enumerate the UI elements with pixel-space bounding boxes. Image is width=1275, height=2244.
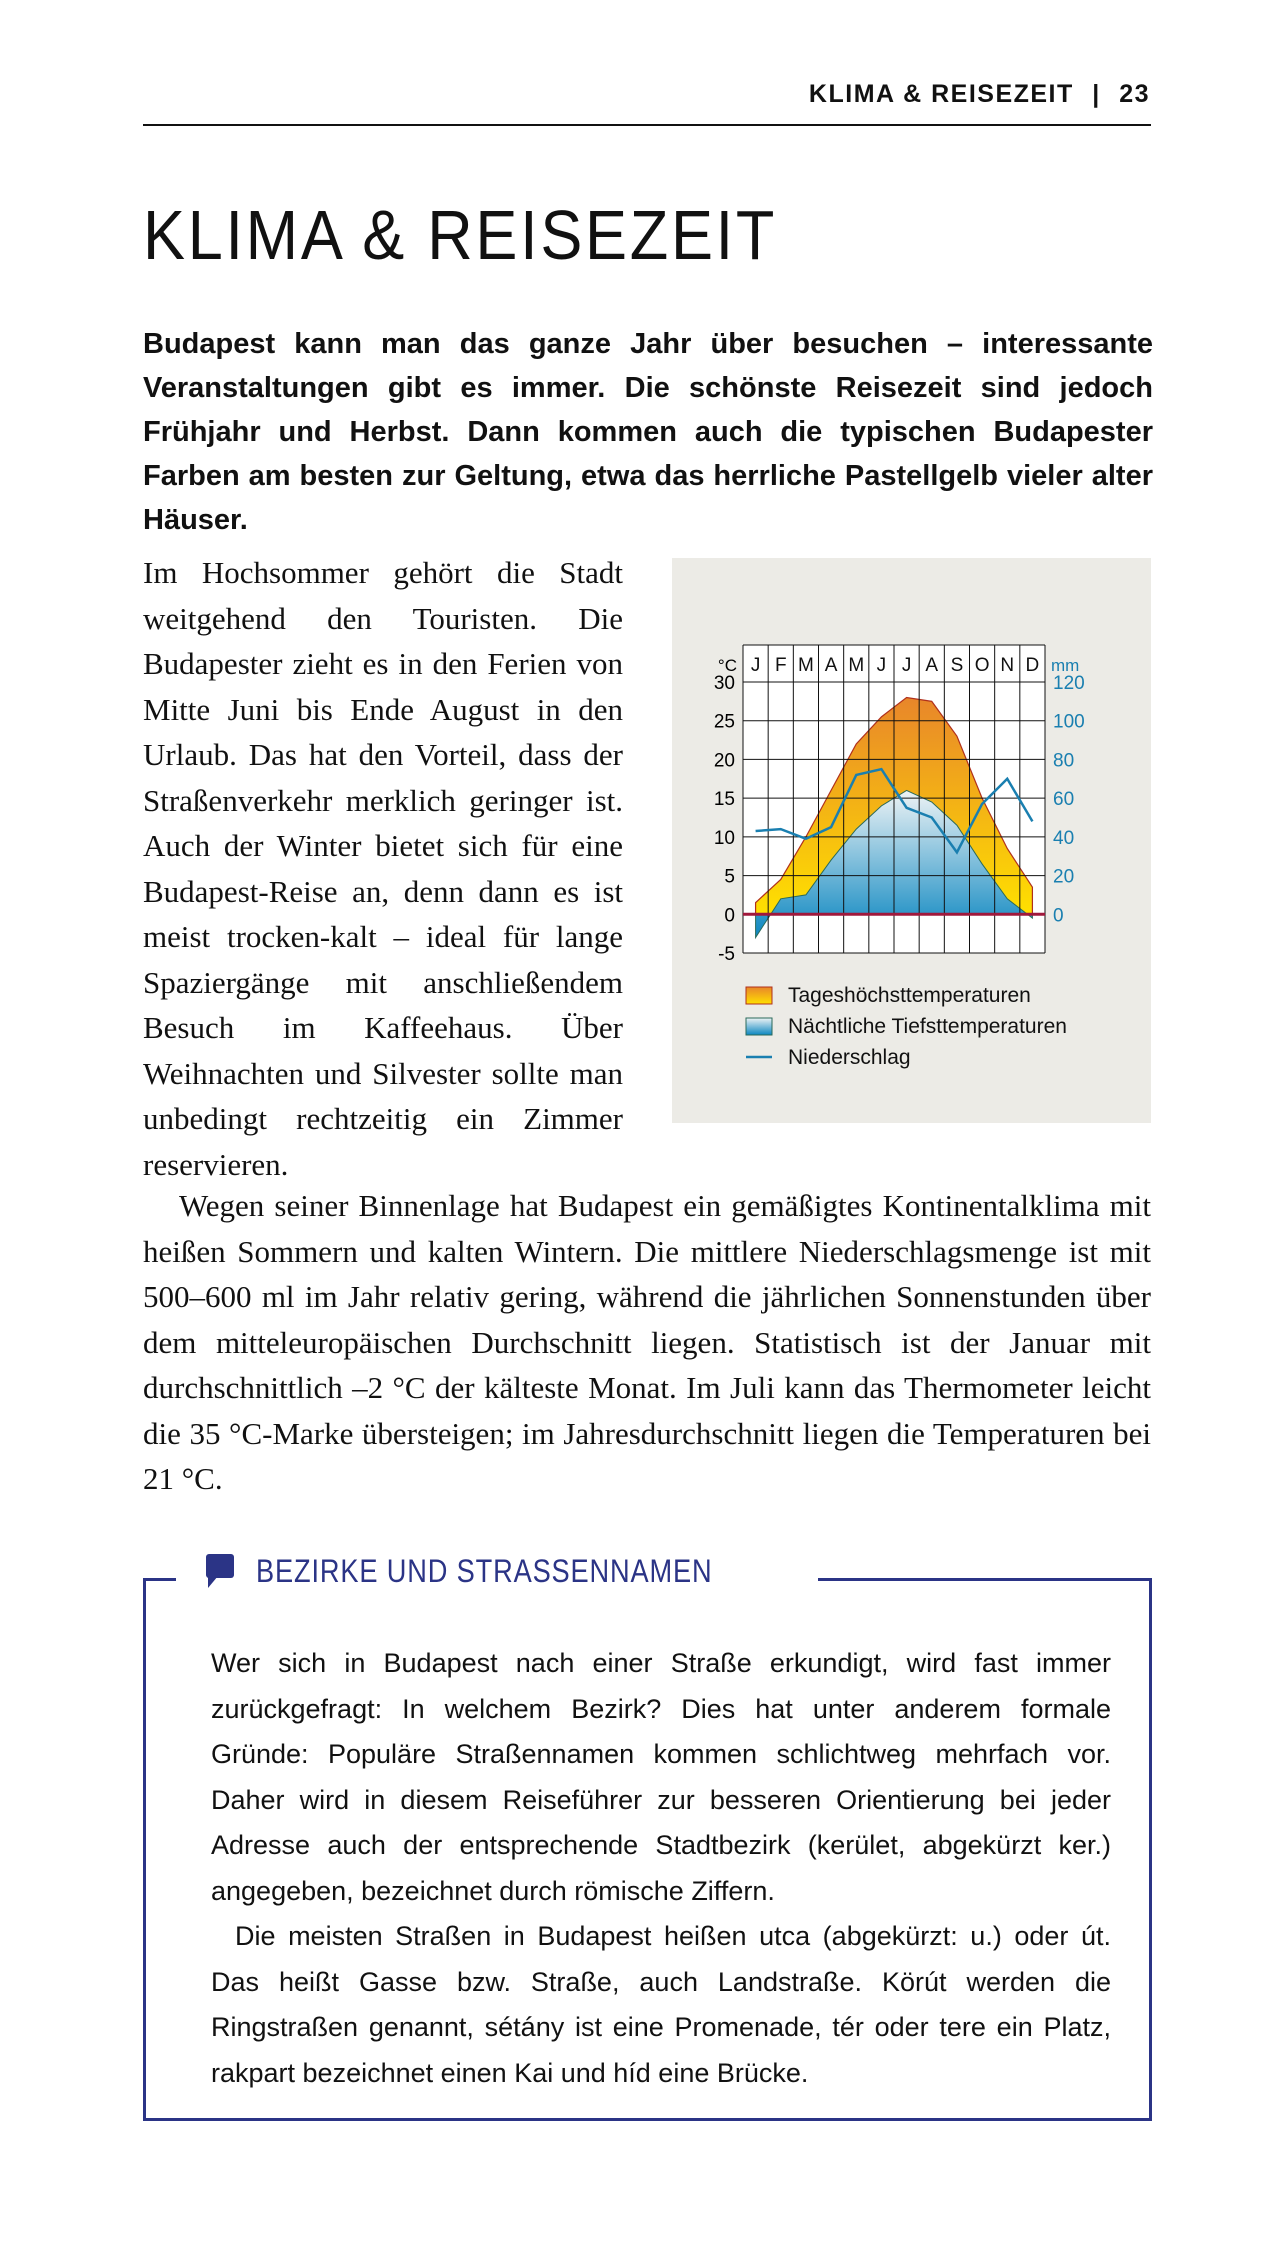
legend-label: Tageshöchsttemperaturen <box>788 984 1031 1007</box>
month-label: D <box>1025 655 1040 676</box>
y-tick-label: 5 <box>724 866 735 888</box>
speech-bubble-icon <box>206 1554 238 1590</box>
month-label: A <box>824 655 838 676</box>
climate-chart <box>672 558 1151 1123</box>
info-box-text <box>211 1641 1111 2096</box>
month-label: M <box>798 655 814 676</box>
month-label: J <box>901 655 912 676</box>
y-tick-label: 20 <box>713 750 735 772</box>
legend-swatch-high <box>746 987 772 1004</box>
running-header-section: KLIMA & REISEZEIT <box>808 80 1074 108</box>
y2-tick-label: 40 <box>1053 827 1075 849</box>
left-unit-label: °C <box>717 656 737 675</box>
body-paragraph-1: Im Hochsommer gehört die Stadt weitgehend den Touristen. Die Budapester zieht es in den Ferien von Mitte Juni bis Ende August in den Urlaub. Das hat den Vorteil, dass der Straßenverkehr merklich geringer ist. Auch der Winter bietet sich für eine Budapest-Reise an, denn dann es ist meist trocken-kalt – ideal für lange Spaziergänge mit anschließendem Besuch im Kaffeehaus. Über Weihnachten und Silvester sollte man unbedingt rechtzeitig ein Zimmer reservieren. <box>143 555 623 1182</box>
y-tick-label: 10 <box>713 827 735 849</box>
body-paragraph-2: Wegen seiner Binnenlage hat Budapest ein gemäßigtes Kontinentalklima mit heißen Sommern und kalten Wintern. Die mittlere Niederschlagsmenge ist mit 500–600 ml im Jahr relativ gering, während die jährlichen Sonnenstunden über dem mitteleuropäischen Durchschnitt liegen. Statistisch ist der Januar mit durchschnittlich –2 °C der kälteste Monat. Im Juli kann das Thermometer leicht die 35 °C-Marke übersteigen; im Jahresdurchschnitt liegen die Temperaturen bei 21 °C. <box>143 1188 1151 1496</box>
y-tick-label: 25 <box>713 711 735 733</box>
legend-label: Niederschlag <box>788 1046 911 1069</box>
running-header <box>809 80 1150 109</box>
legend-label: Nächtliche Tiefsttemperaturen <box>788 1015 1067 1038</box>
month-label: A <box>925 655 939 676</box>
y2-tick-label: 80 <box>1053 750 1075 772</box>
month-label: N <box>1000 655 1015 676</box>
y-tick-label: 15 <box>713 789 735 811</box>
header-separator: | <box>1092 80 1101 108</box>
page-number: 23 <box>1119 80 1150 108</box>
info-box-title: BEZIRKE UND STRASSENNAMEN <box>256 1553 713 1589</box>
header-rule <box>143 124 1151 126</box>
info-box <box>143 1553 1152 2121</box>
y2-tick-label: 0 <box>1053 905 1064 927</box>
y2-tick-label: 20 <box>1053 866 1075 888</box>
month-label: J <box>750 655 761 676</box>
right-unit-label: mm <box>1051 656 1080 675</box>
month-label: S <box>950 655 964 676</box>
month-label: O <box>974 655 990 676</box>
month-label: F <box>774 655 787 676</box>
month-label: M <box>848 655 865 676</box>
y2-tick-label: 60 <box>1053 789 1075 811</box>
y2-tick-label: 120 <box>1053 673 1085 694</box>
month-label: J <box>876 655 887 676</box>
y-tick-label: -5 <box>718 944 735 965</box>
y-tick-label: 0 <box>724 905 735 927</box>
page-title: KLIMA & REISEZEIT <box>143 196 778 274</box>
y2-tick-label: 100 <box>1053 711 1085 733</box>
climate-chart-panel <box>672 558 1151 1123</box>
info-box-header <box>176 1553 818 1590</box>
info-box-paragraph-2: Die meisten Straßen in Budapest heißen utca (abgekürzt: u.) oder út. Das heißt Gasse bzw. Straße, auch Landstraße. Körút werden die Ringstraßen genannt, sétány ist eine Promenade, tér oder tere ein Platz, rakpart bezeichnet einen Kai und híd eine Brücke. <box>211 1921 1111 2088</box>
legend-swatch-low <box>746 1018 772 1035</box>
y-tick-label: 30 <box>713 673 735 694</box>
info-box-paragraph-1: Wer sich in Budapest nach einer Straße erkundigt, wird fast immer zurückgefragt: In welchem Bezirk? Dies hat unter anderem formale Gründe: Populäre Straßennamen kommen schlichtweg mehrfach vor. Daher wird in diesem Reiseführer zur besseren Orientierung bei jeder Adresse auch der entsprechende Stadtbezirk (kerület, abgekürzt ker.) angegeben, bezeichnet durch römische Ziffern. <box>211 1648 1111 1906</box>
intro-paragraph: Budapest kann man das ganze Jahr über besuchen – interessante Veranstaltungen gibt es immer. Die schönste Reisezeit sind jedoch Frühjahr und Herbst. Dann kommen auch die typischen Budapester Farben am besten zur Geltung, etwa das herrliche Pastellgelb vieler alter Häuser. <box>143 328 1153 536</box>
